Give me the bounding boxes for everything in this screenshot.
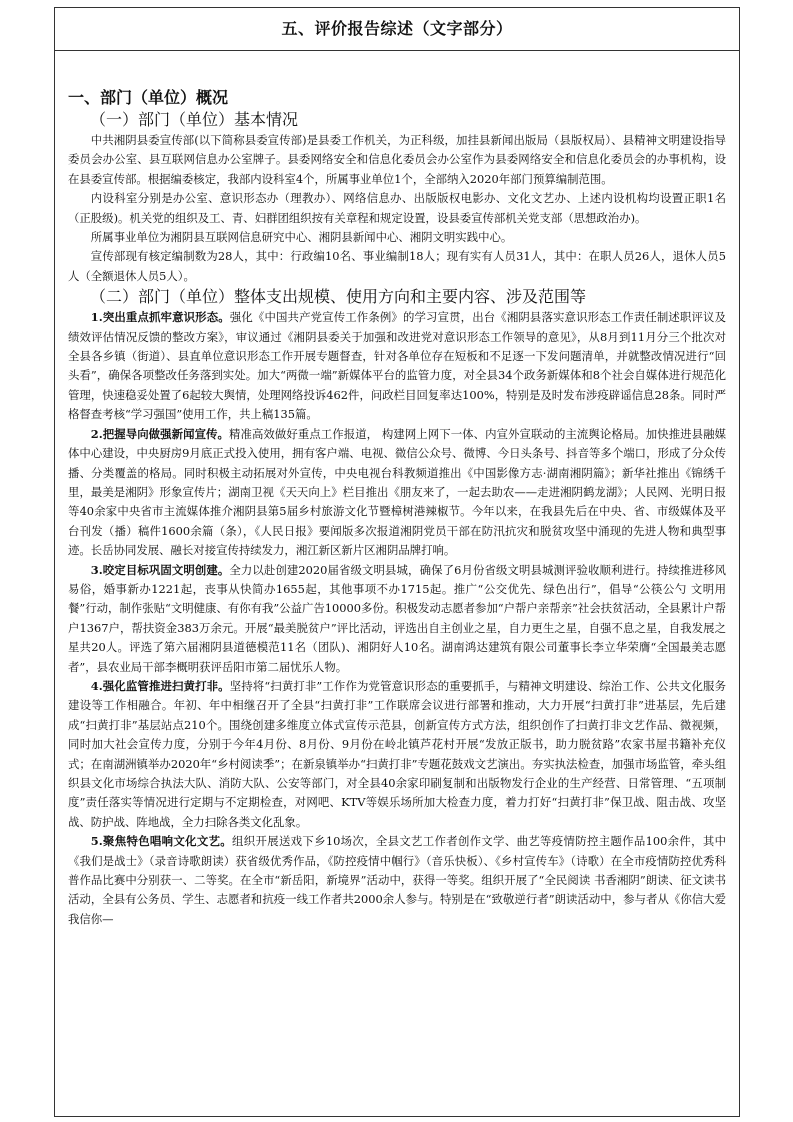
report-frame xyxy=(54,7,740,1117)
paragraph-lead: 4.强化监管推进扫黄打非。 xyxy=(90,678,230,693)
paragraph-text: 精准高效做好重点工作报道， 构建网上网下一体、内宣外宣联动的主流舆论格局。加快推进县融媒体中心建设，中央厨房9月底正式投入使用，拥有客户端、电视、微信公众号、微博、今日头条号、抖音等多个端口，形成了分众传播、分类覆盖的格局。同时积极主动拓展对外宣传，中央电视台科教频道推出《中国影像方志·湖南湘阴篇》；新华社推出《锦绣千里，最美是湘阴》形象宣传片；湖南卫视《天天向上》栏目推出《朋友来了，一起去助农——走进湘阴鹤龙湖》；人民网、光明日报等40余家中央省市主流媒体推介湘阴县第5届乡村旅游文化节暨樟树港辣椒节。今年以来，在我县先后在中央、省、市级媒体及平台刊发（播）稿件1600余篇（条），《人民日报》要闻版多次报道湘阴党员干部在防汛抗灾和脱贫攻坚中涌现的先进人物和典型事迹。长岳协同发展、融长对接宣传持续发力，湘江新区新片区湘阴品牌打响。 xyxy=(68,426,726,558)
report-body xyxy=(55,87,739,929)
paragraph-text: 强化《中国共产党宣传工作条例》的学习宣贯，出台《湘阴县落实意识形态工作责任制述职评议及绩效评估情况反馈的整改方案》，审议通过《湘阴县委关于加强和改进党对意识形态工作领导的意见》，从8月到11月分三个批次对全县各乡镇（街道）、县直单位意识形态工作开展专题督查，针对各单位存在短板和不足逐一下发问题清单，并就整改情况进行“回头看”，确保各项整改任务落到实处。加大“两微一端”新媒体平台的监管力度，对全县34个政务新媒体和8个社会自媒体进行规范化管理，快速稳妥处置了6起较大舆情，处理网络投诉462件，问政栏目回复率达100%，特别是及时发布涉疫辟谣信息28条。同时严格督查考核“学习强国”使用工作，共上稿135篇。 xyxy=(68,310,726,422)
paragraph-text: 坚持将“扫黄打非”工作作为党管意识形态的重要抓手，与精神文明建设、综治工作、公共文化服务建设等工作相融合。年初、年中相继召开了全县“扫黄打非”工作联席会议进行部署和推动，大力开展“扫黄打非”进基层，先后建成“扫黄打非”基层站点210个。围绕创建多维度立体式宣传示范县，创新宣传方式方法，组织创作了扫黄打非文艺作品、微视频，同时加大社会宣传力度，分别于今年4月份、8月份、9月份在岭北镇芦花村开展“发放正版书，助力脱贫路”农家书屋书籍补充仪式；在南湖洲镇举办2020年“乡村阅读季”；在新泉镇举办“扫黄打非”专题花鼓戏文艺演出。夯实执法检查，加强市场监管，牵头组织县文化市场综合执法大队、消防大队、公安等部门，对全县40余家印刷复制和出版物发行企业的生产经营、日常管理、“五项制度”责任落实等情况进行定期与不定期检查，对网吧、KTV等娱乐场所加大检查力度，着力打好“扫黄打非”保卫战、阻击战、攻坚战、防护战、阵地战，全力扫除各类文化乱象。 xyxy=(68,678,726,829)
subsection-heading-expenditure: （二）部门（单位）整体支出规模、使用方向和主要内容、涉及范围等 xyxy=(90,287,587,307)
paragraph-lead: 1.突出重点抓牢意识形态。 xyxy=(90,310,230,325)
paragraph-culture xyxy=(68,832,726,929)
paragraph-lead: 3.咬定目标巩固文明创建。 xyxy=(90,562,230,577)
paragraph-text: 组织开展送戏下乡10场次，全县文艺工作者创作文学、曲艺等疫情防控主题作品100余件，其中《我们是战士》（录音诗歌朗读）获省级优秀作品，《防控疫情中帼行》（音乐快板）、《乡村宣传车》（诗歌）在全市疫情防控优秀科普作品比赛中分别获一、二等奖。在全市“新岳阳，新境界”活动中，获得一等奖。组织开展了“全民阅读 书香湘阴”朗读、征文读书活动，全县有公务员、学生、志愿者和抗疫一线工作者共2000余人参与。特别是在“致敬逆行者”朗读活动中，参与者从《你信大爱我信你— xyxy=(68,834,726,926)
paragraph-civilization xyxy=(68,561,726,677)
page-title: 五、评价报告综述（文字部分） xyxy=(55,8,739,51)
paragraph-staffing: 宣传部现有核定编制数为28人，其中：行政编10名、事业编制18人；现有实有人员31人，其中：在职人员26人，退休人员5人（全额退休人员5人）。 xyxy=(68,249,726,283)
paragraph-lead: 5.聚焦特色唱响文化文艺。 xyxy=(90,834,233,849)
paragraph-affiliates: 所属事业单位为湘阴县互联网信息研究中心、湘阴县新闻中心、湘阴文明实践中心。 xyxy=(90,230,513,245)
paragraph-text: 全力以赴创建2020届省级文明县城，确保了6月份省级文明县城测评验收顺利进行。持续推进移风易俗，婚事新办1221起，丧事从快简办1655起，其他事项不办1715起。推广“公交优先、绿色出行”，倡导“公筷公勺 文明用餐”行动，制作张贴“文明健康、有你有我”公益广告10000多份。积极发动志愿者参加“户帮户亲帮亲”社会扶贫活动，全县累计户帮户1367户，帮扶资金383万余元。开展“最美脱贫户”评比活动，评选出自主创业之星，自力更生之星，自强不息之星，自我发展之星共20人。评选了第六届湘阴县道德模范11名（团队)、湘阴好人10名。湖南鸿达建筑有限公司董事长李立华荣膺“全国最美志愿者”，县农业局干部李概明获评岳阳市第二届忧乐人物。 xyxy=(68,562,726,674)
subsection-heading-basic: （一）部门（单位）基本情况 xyxy=(90,110,299,129)
paragraph-news xyxy=(68,425,726,561)
paragraph-departments: 内设科室分别是办公室、意识形态办（理教办）、网络信息办、出版版权电影办、文化文艺办、上述内设机构均设置正职1名（正股级)。机关党的组织及工、青、妇群团组织按有关章程和规定设置，设县委宣传部机关党支部（思想政治办)。 xyxy=(68,191,726,225)
paragraph-lead: 2.把握导向做强新闻宣传。 xyxy=(90,426,229,441)
paragraph-overview: 中共湘阴县委宣传部(以下简称县委宣传部)是县委工作机关，为正科级，加挂县新闻出版局（县版权局）、县精神文明建设指导委员会办公室、县互联网信息办公室牌子。县委网络安全和信息化委员会办公室作为县委网络安全和信息化委员会的办事机构，设在县委宣传部。根据编委核定，我部内设科室4个，所属事业单位1个，全部纳入2020年部门预算编制范围。 xyxy=(68,133,726,186)
paragraph-ideology xyxy=(68,308,726,424)
section-heading: 一、部门（单位）概况 xyxy=(68,88,229,107)
paragraph-anti-pornography xyxy=(68,677,726,832)
